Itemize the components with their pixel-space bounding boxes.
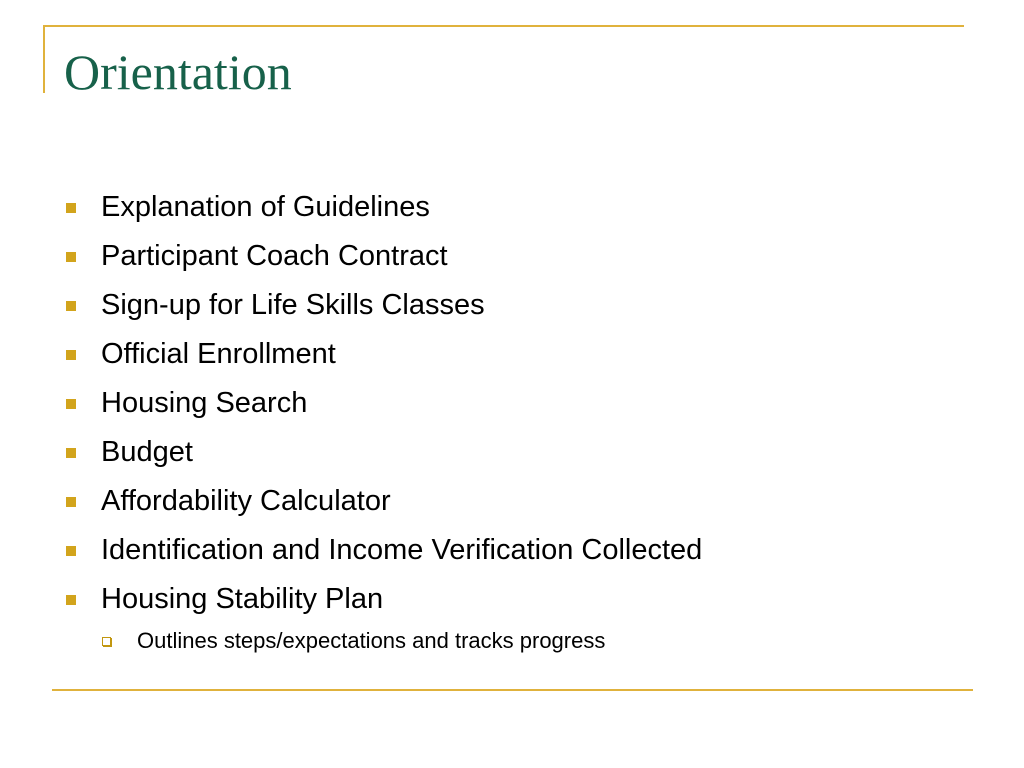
square-bullet-icon <box>66 252 76 262</box>
square-bullet-icon <box>66 448 76 458</box>
square-bullet-icon <box>66 203 76 213</box>
bullet-item <box>64 234 702 283</box>
bullet-item <box>64 332 702 381</box>
bullet-item <box>64 185 702 234</box>
bullet-text: Housing Search <box>101 387 308 419</box>
bullet-item <box>64 381 702 430</box>
bullet-text: Official Enrollment <box>101 338 336 370</box>
square-bullet-icon <box>66 399 76 409</box>
bullet-item <box>64 430 702 479</box>
bullet-list <box>64 185 702 662</box>
frame-left-line <box>43 25 45 93</box>
sub-bullet-item <box>64 626 702 662</box>
square-bullet-icon <box>66 546 76 556</box>
bullet-item <box>64 479 702 528</box>
bullet-text: Explanation of Guidelines <box>101 191 430 223</box>
bullet-text: Identification and Income Verification Collected <box>101 534 703 566</box>
square-bullet-icon <box>66 350 76 360</box>
bullet-item <box>64 528 702 577</box>
frame-bottom-line <box>52 689 973 691</box>
square-bullet-icon <box>66 301 76 311</box>
bullet-text: Participant Coach Contract <box>101 240 448 272</box>
frame-top-line <box>43 25 964 27</box>
bullet-text: Affordability Calculator <box>101 485 391 517</box>
bullet-item <box>64 577 702 626</box>
bullet-text: Budget <box>101 436 193 468</box>
hollow-square-bullet-icon <box>102 637 111 646</box>
bullet-text: Sign-up for Life Skills Classes <box>101 289 485 321</box>
bullet-text: Housing Stability Plan <box>101 583 384 615</box>
square-bullet-icon <box>66 595 76 605</box>
square-bullet-icon <box>66 497 76 507</box>
sub-bullet-text: Outlines steps/expectations and tracks progress <box>137 628 606 653</box>
slide-title: Orientation <box>64 44 292 100</box>
bullet-item <box>64 283 702 332</box>
